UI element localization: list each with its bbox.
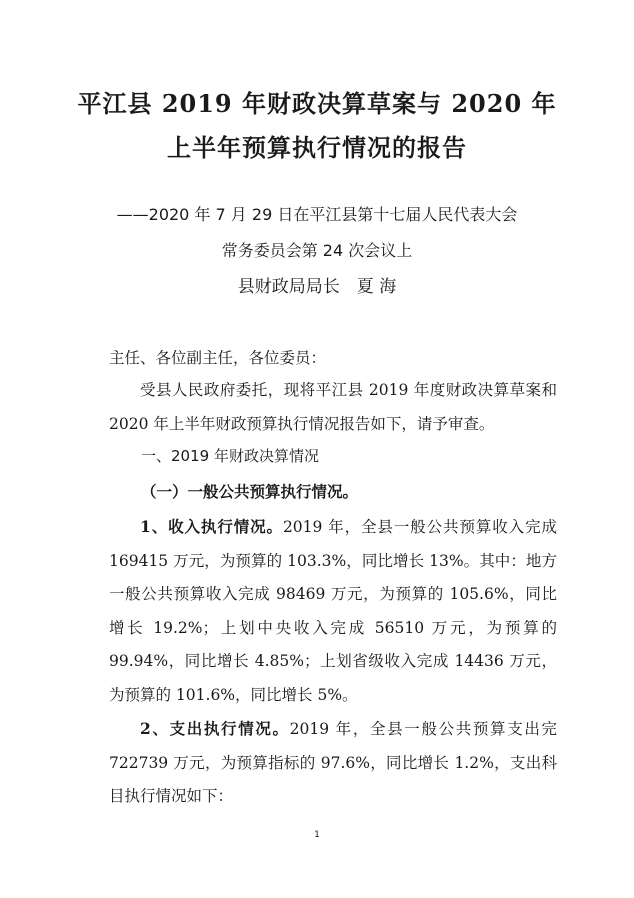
salutation: 主任、各位副主任，各位委员：	[109, 349, 327, 367]
subsection-heading: （一）一般公共预算执行情况。	[141, 482, 359, 501]
speaker-line: 县财政局局长 夏 海	[237, 277, 397, 297]
subtitle-line1: ——2020 年 7 月 29 日在平江县第十七届人民代表大会	[116, 205, 518, 224]
section-heading: 一、2019 年财政决算情况	[141, 447, 319, 465]
income-text: 2019 年，全县一般公共预算收入完成 169415 万元，为预算的 103.3%，同比增长 13%。其中：地方一般公共预算收入完成 98469 万元，为预算的 105.6%，同比增长 19.2%；上划中央收入完成 56510 万元，为预算的 99.94%，同比增长 4.85%；上划省级收入完成 14436 万元，为预算的 101.6%，同比增长 5%。	[109, 518, 557, 704]
intro-paragraph: 受县人民政府委托，现将平江县 2019 年度财政决算草案和 2020 年上半年财政预算执行情况报告如下，请予审查。	[109, 381, 557, 433]
income-paragraph	[109, 510, 557, 713]
report-title-line2: 上半年预算执行情况的报告	[167, 133, 467, 162]
page-number: 1	[314, 830, 320, 840]
report-title-line1: 平江县 2019 年财政决算草案与 2020 年	[77, 89, 557, 118]
income-label: 1、收入执行情况。	[140, 517, 283, 536]
expense-paragraph	[109, 712, 557, 814]
subtitle-line2: 常务委员会第 24 次会议上	[221, 241, 413, 260]
expense-text: 2019 年，全县一般公共预算支出完 722739 万元，为预算指标的 97.6%，同比增长 1.2%，支出科目执行情况如下：	[109, 720, 557, 806]
expense-label: 2、支出执行情况。	[140, 719, 290, 738]
